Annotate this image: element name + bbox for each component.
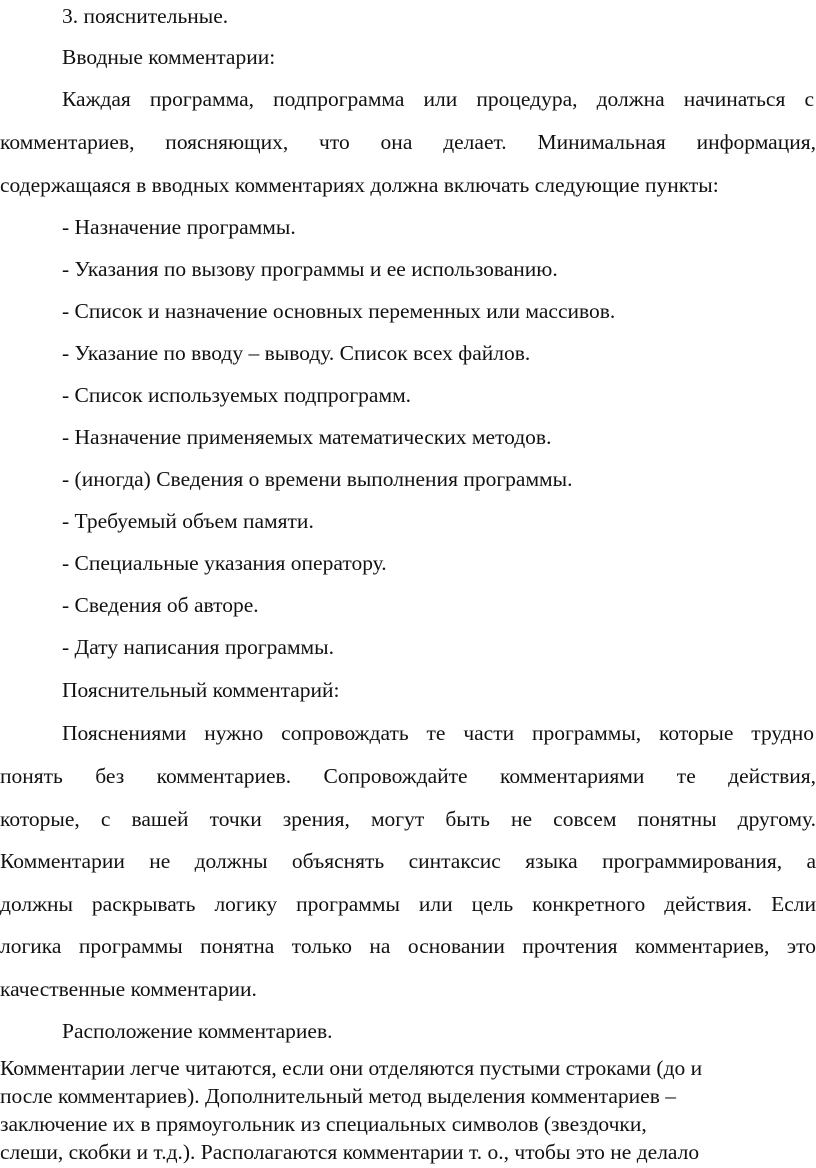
- list-item: - Специальные указания оператору.: [62, 551, 387, 575]
- paragraph-line: слеши, скобки и т.д.). Располагаются комментарии т. о., чтобы это не делало: [0, 1140, 700, 1164]
- list-item: - (иногда) Сведения о времени выполнения программы.: [62, 467, 573, 491]
- paragraph-line: комментариев, поясняющих, что она делает. Минимальная информация,: [0, 130, 816, 154]
- paragraph-line: понять без комментариев. Сопровождайте комментариями те действия,: [0, 764, 816, 788]
- list-item: - Требуемый объем памяти.: [62, 509, 314, 533]
- paragraph-line: содержащаяся в вводных комментариях должна включать следующие пункты:: [0, 173, 719, 197]
- paragraph-line: Комментарии легче читаются, если они отделяются пустыми строками (до и: [0, 1056, 703, 1080]
- list-item-heading: 3. пояснительные.: [62, 4, 229, 28]
- paragraph-line: Каждая программа, подпрограмма или процедура, должна начинаться с: [62, 87, 814, 111]
- paragraph-line: Комментарии не должны объяснять синтаксис языка программирования, а: [0, 849, 816, 873]
- section-heading-placement: Расположение комментариев.: [62, 1019, 333, 1043]
- paragraph-line: которые, с вашей точки зрения, могут быть не совсем понятны другому.: [0, 807, 816, 831]
- list-item: - Назначение программы.: [62, 215, 296, 239]
- section-heading-explanatory: Пояснительный комментарий:: [62, 678, 340, 702]
- list-item: - Назначение применяемых математических методов.: [62, 425, 552, 449]
- list-item: - Дату написания программы.: [62, 635, 334, 659]
- paragraph-line: Пояснениями нужно сопровождать те части программы, которые трудно: [62, 721, 814, 745]
- list-item: - Указание по вводу – выводу. Список всех файлов.: [62, 341, 531, 365]
- list-item: - Список используемых подпрограмм.: [62, 383, 412, 407]
- list-item: - Сведения об авторе.: [62, 593, 259, 617]
- paragraph-line: логика программы понятна только на основании прочтения комментариев, это: [0, 934, 816, 958]
- section-heading-intro: Вводные комментарии:: [62, 45, 276, 69]
- paragraph-line: должны раскрывать логику программы или цель конкретного действия. Если: [0, 892, 816, 916]
- paragraph-line: заключение их в прямоугольник из специальных символов (звездочки,: [0, 1112, 647, 1136]
- list-item: - Список и назначение основных переменных или массивов.: [62, 299, 616, 323]
- paragraph-line: после комментариев). Дополнительный метод выделения комментариев –: [0, 1084, 676, 1108]
- list-item: - Указания по вызову программы и ее использованию.: [62, 257, 558, 281]
- paragraph-line: качественные комментарии.: [0, 977, 257, 1001]
